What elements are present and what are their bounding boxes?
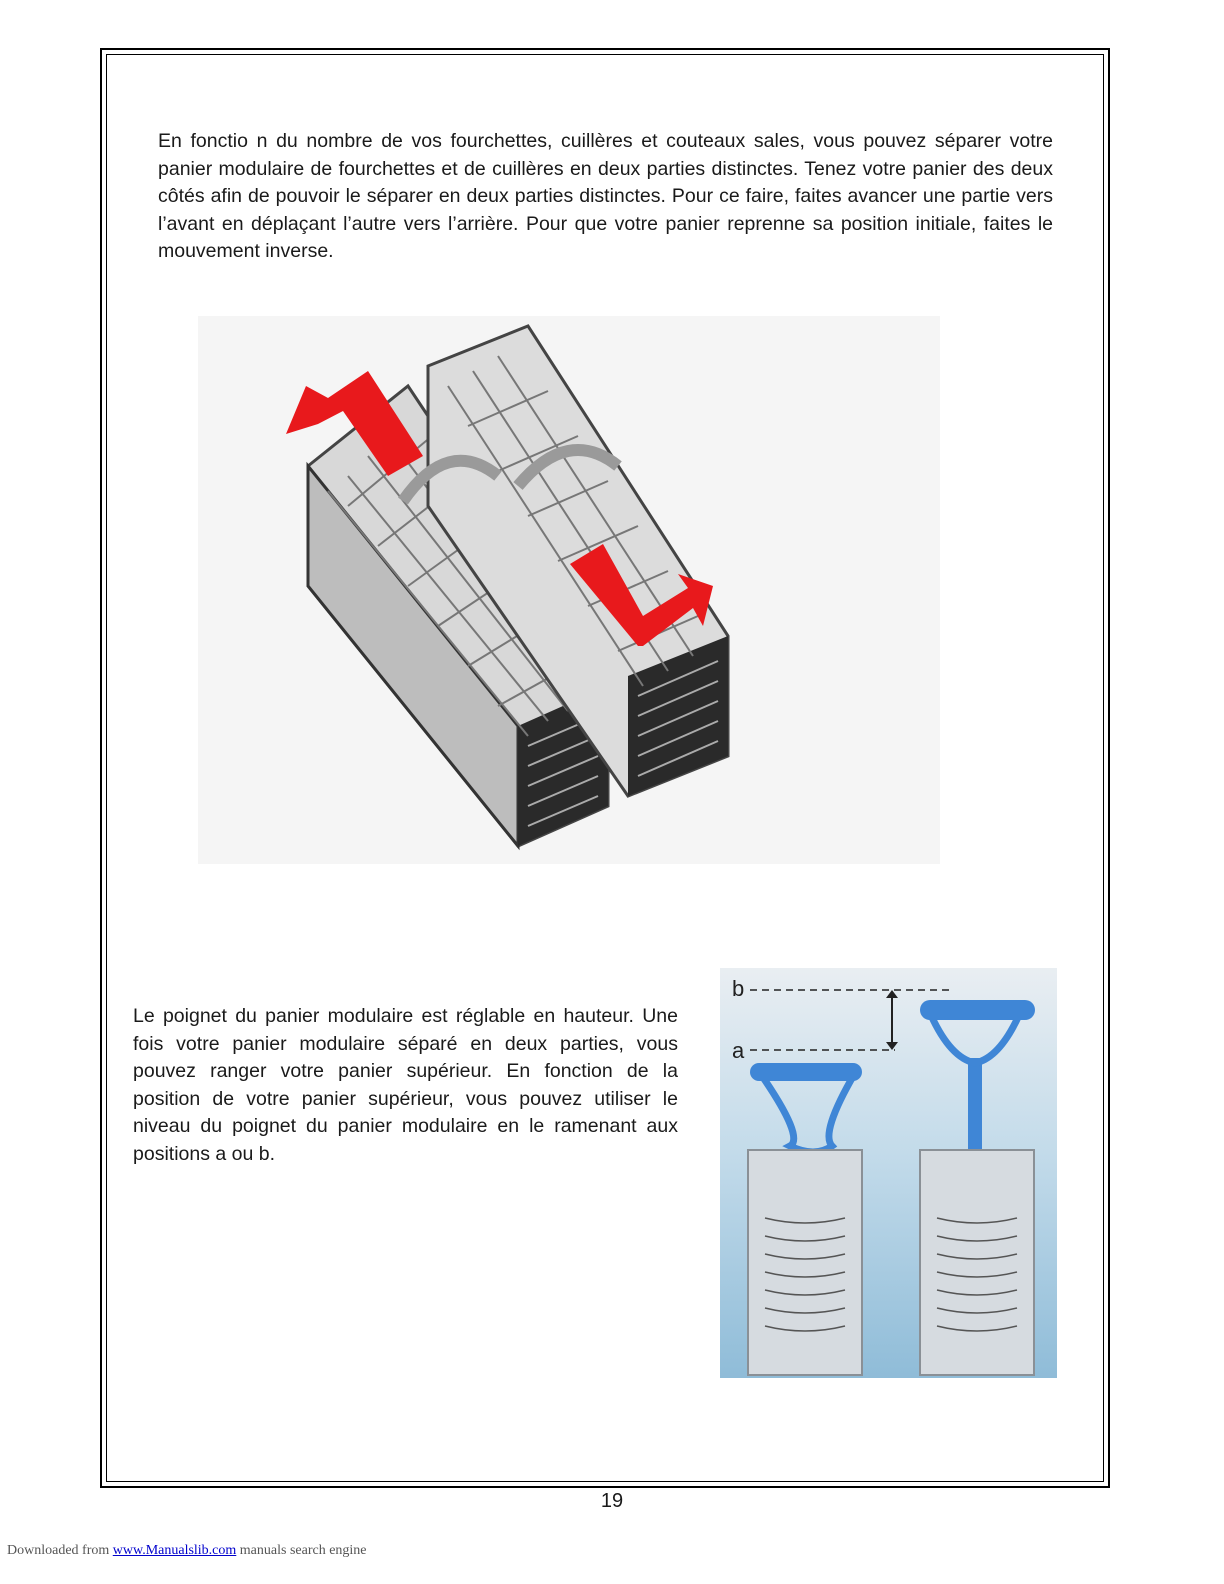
manualslib-link[interactable]: www.Manualslib.com [112, 1543, 237, 1558]
page-number: 19 [600, 1490, 624, 1512]
basket-right-body [920, 1150, 1034, 1375]
label-a: a [732, 1038, 745, 1063]
footer-prefix: Downloaded from [7, 1543, 110, 1558]
footer-suffix: manuals search engine [239, 1543, 367, 1558]
footer [7, 1543, 367, 1559]
basket-left-body [748, 1150, 862, 1375]
cutlery-basket-figure [198, 316, 940, 864]
handle-paragraph: Le poignet du panier modulaire est réglable en hauteur. Une fois votre panier modulaire séparé en deux parties, vous pouvez ranger votre panier supérieur. En fonction de la position de votre panier supérieur, vous pouvez utiliser le niveau du poignet du panier modulaire en le ramenant aux positions a ou b. [133, 1005, 678, 1165]
handle-height-figure [720, 968, 1057, 1378]
intro-paragraph: En fonctio n du nombre de vos fourchettes, cuillères et couteaux sales, vous pouvez séparer votre panier modulaire de fourchettes et de cuillères en deux parties distinctes. Tenez votre panier des deux côtés afin de pouvoir le séparer en deux parties distinctes. Pour ce faire, faites avancer une partie vers l’avant en déplaçant l’autre vers l’arrière. Pour que votre panier reprenne sa position initiale, faites le mouvement inverse. [158, 130, 1053, 262]
label-b: b [732, 976, 745, 1001]
